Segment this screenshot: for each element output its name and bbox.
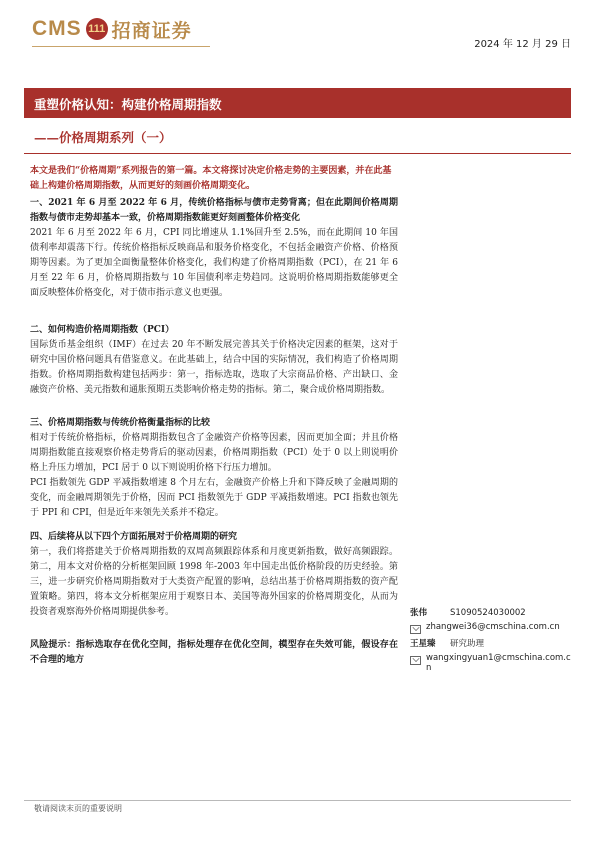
footer-note: 敬请阅读末页的重要说明 <box>34 804 122 813</box>
section-4-heading: 四、后续将从以下四个方面拓展对于价格周期的研究 <box>30 532 238 542</box>
footer-divider <box>24 800 571 801</box>
section-4-body: 第一，我们将搭建关于价格周期指数的双周高频跟踪体系和月度更新指数，做好高频跟踪。第二，用本文对价格的分析框架回顾 1998 年-2003 年中国走出低价格阶段的历史经验。第三，进一步研究价格周期指数对于大类资产配置的影响，总结出基于价格周期指数的资产配置策略。第四，将本文分析框架应用于观察日本、美国等海外国家的价格周期变化，从而为投资者观察海外价格周期提供参考。 <box>30 547 398 617</box>
analyst-2 <box>410 637 571 673</box>
analyst-1 <box>410 606 560 634</box>
mail-icon <box>410 625 421 634</box>
analyst-1-name: 张伟 <box>410 608 428 618</box>
mail-icon <box>410 656 421 665</box>
report-title: 重塑价格认知：构建价格周期指数 <box>34 97 222 112</box>
logo-cms-text: CMS <box>32 17 82 40</box>
section-1-heading: 一、2021 年 6 月至 2022 年 6 月，传统价格指标与债市走势背离；但在此期间价格周期指数与债市走势却基本一致，价格周期指数能更好刻画整体价格变化 <box>30 198 398 223</box>
analyst-1-cert: S1090524030002 <box>450 608 526 618</box>
report-abstract: 本文是我们“价格周期”系列报告的第一篇。本文将探讨决定价格走势的主要因素，并在此基础上构建价格周期指数，从而更好的刻画价格周期变化。 <box>30 166 392 191</box>
logo-underline <box>32 46 210 47</box>
analyst-2-email-line2: n <box>426 663 432 673</box>
company-logo <box>32 16 192 42</box>
section-2 <box>30 323 398 398</box>
section-3-body: 相对于传统价格指标，价格周期指数包含了金融资产价格等因素，因而更加全面；并且价格周期指数能直接观察价格走势背后的驱动因素，价格周期指数（PCI）处于 0 以上則说明价格上升压力增加，PCI 居于 0 以下则说明价格下行压力增加。 <box>30 433 398 473</box>
section-3-body-2: PCI 指数领先 GDP 平减指数增速 8 个月左右，金融资产价格上升和下降反映了金融周期的变化，而金融周期领先于价格，因而 PCI 指数领先于 GDP 平减指数增速。PCI 指数也领先于 PPI 和 CPI，但是近年来领先关系并不稳定。 <box>30 478 398 518</box>
section-3-heading: 三、价格周期指数与传统价格衡量指标的比较 <box>30 418 211 428</box>
risk-warning <box>30 638 398 668</box>
section-3 <box>30 416 398 521</box>
subtitle-divider <box>24 153 571 154</box>
section-1-body: 2021 年 6 月至 2022 年 6 月，CPI 同比增速从 1.1%回升至 2.5%，而在此期间 10 年国债利率却震荡下行。传统价格指标反映商品和服务价格变化，不包括金融资产价格、价格预期等因素。为了更加全面衡量整体价格变化，我们构建了价格周期指数（PCI），在 21 年 6 月至 22 年 6 月，价格周期指数与 10 年国债利率走势趋同。这说明价格周期指数能够更全面反映整体价格变化，对于债市指示意义也更强。 <box>30 228 398 298</box>
risk-label: 风险提示： <box>30 640 77 650</box>
report-date: 2024 年 12 月 29 日 <box>474 39 571 50</box>
analyst-2-email[interactable] <box>426 653 571 673</box>
risk-text: 指标选取存在优化空间，指标处理存在优化空间，模型存在失效可能，假设存在不合理的地方 <box>30 640 398 665</box>
analyst-1-email[interactable]: zhangwei36@cmschina.com.cn <box>426 622 560 632</box>
section-1 <box>30 196 398 301</box>
section-2-heading: 二、如何构造价格周期指数（PCI） <box>30 325 175 335</box>
analyst-2-role: 研究助理 <box>450 639 485 649</box>
logo-seal-icon: 111 <box>86 18 108 40</box>
analyst-2-email-line1: wangxingyuan1@cmschina.com.c <box>426 653 571 663</box>
section-4 <box>30 530 398 620</box>
logo-chinese-text: 招商证券 <box>111 19 192 42</box>
section-2-body: 国际货币基金组织（IMF）在过去 20 年不断发展完善其关于价格决定因素的框架，这对于研究中国价格问题具有借鉴意义。在此基础上，结合中国的实际情况，我们构造了价格周期指数。价格周期指数构建包括两步：第一，指标选取，选取了大宗商品价格、产出缺口、金融资产价格、美元指数和通胀预期五类影响价格走势的指标。第二，聚合成价格周期指数。 <box>30 340 398 395</box>
analyst-2-name: 王星臻 <box>410 639 436 649</box>
report-subtitle: ——价格周期系列（一） <box>34 130 172 145</box>
